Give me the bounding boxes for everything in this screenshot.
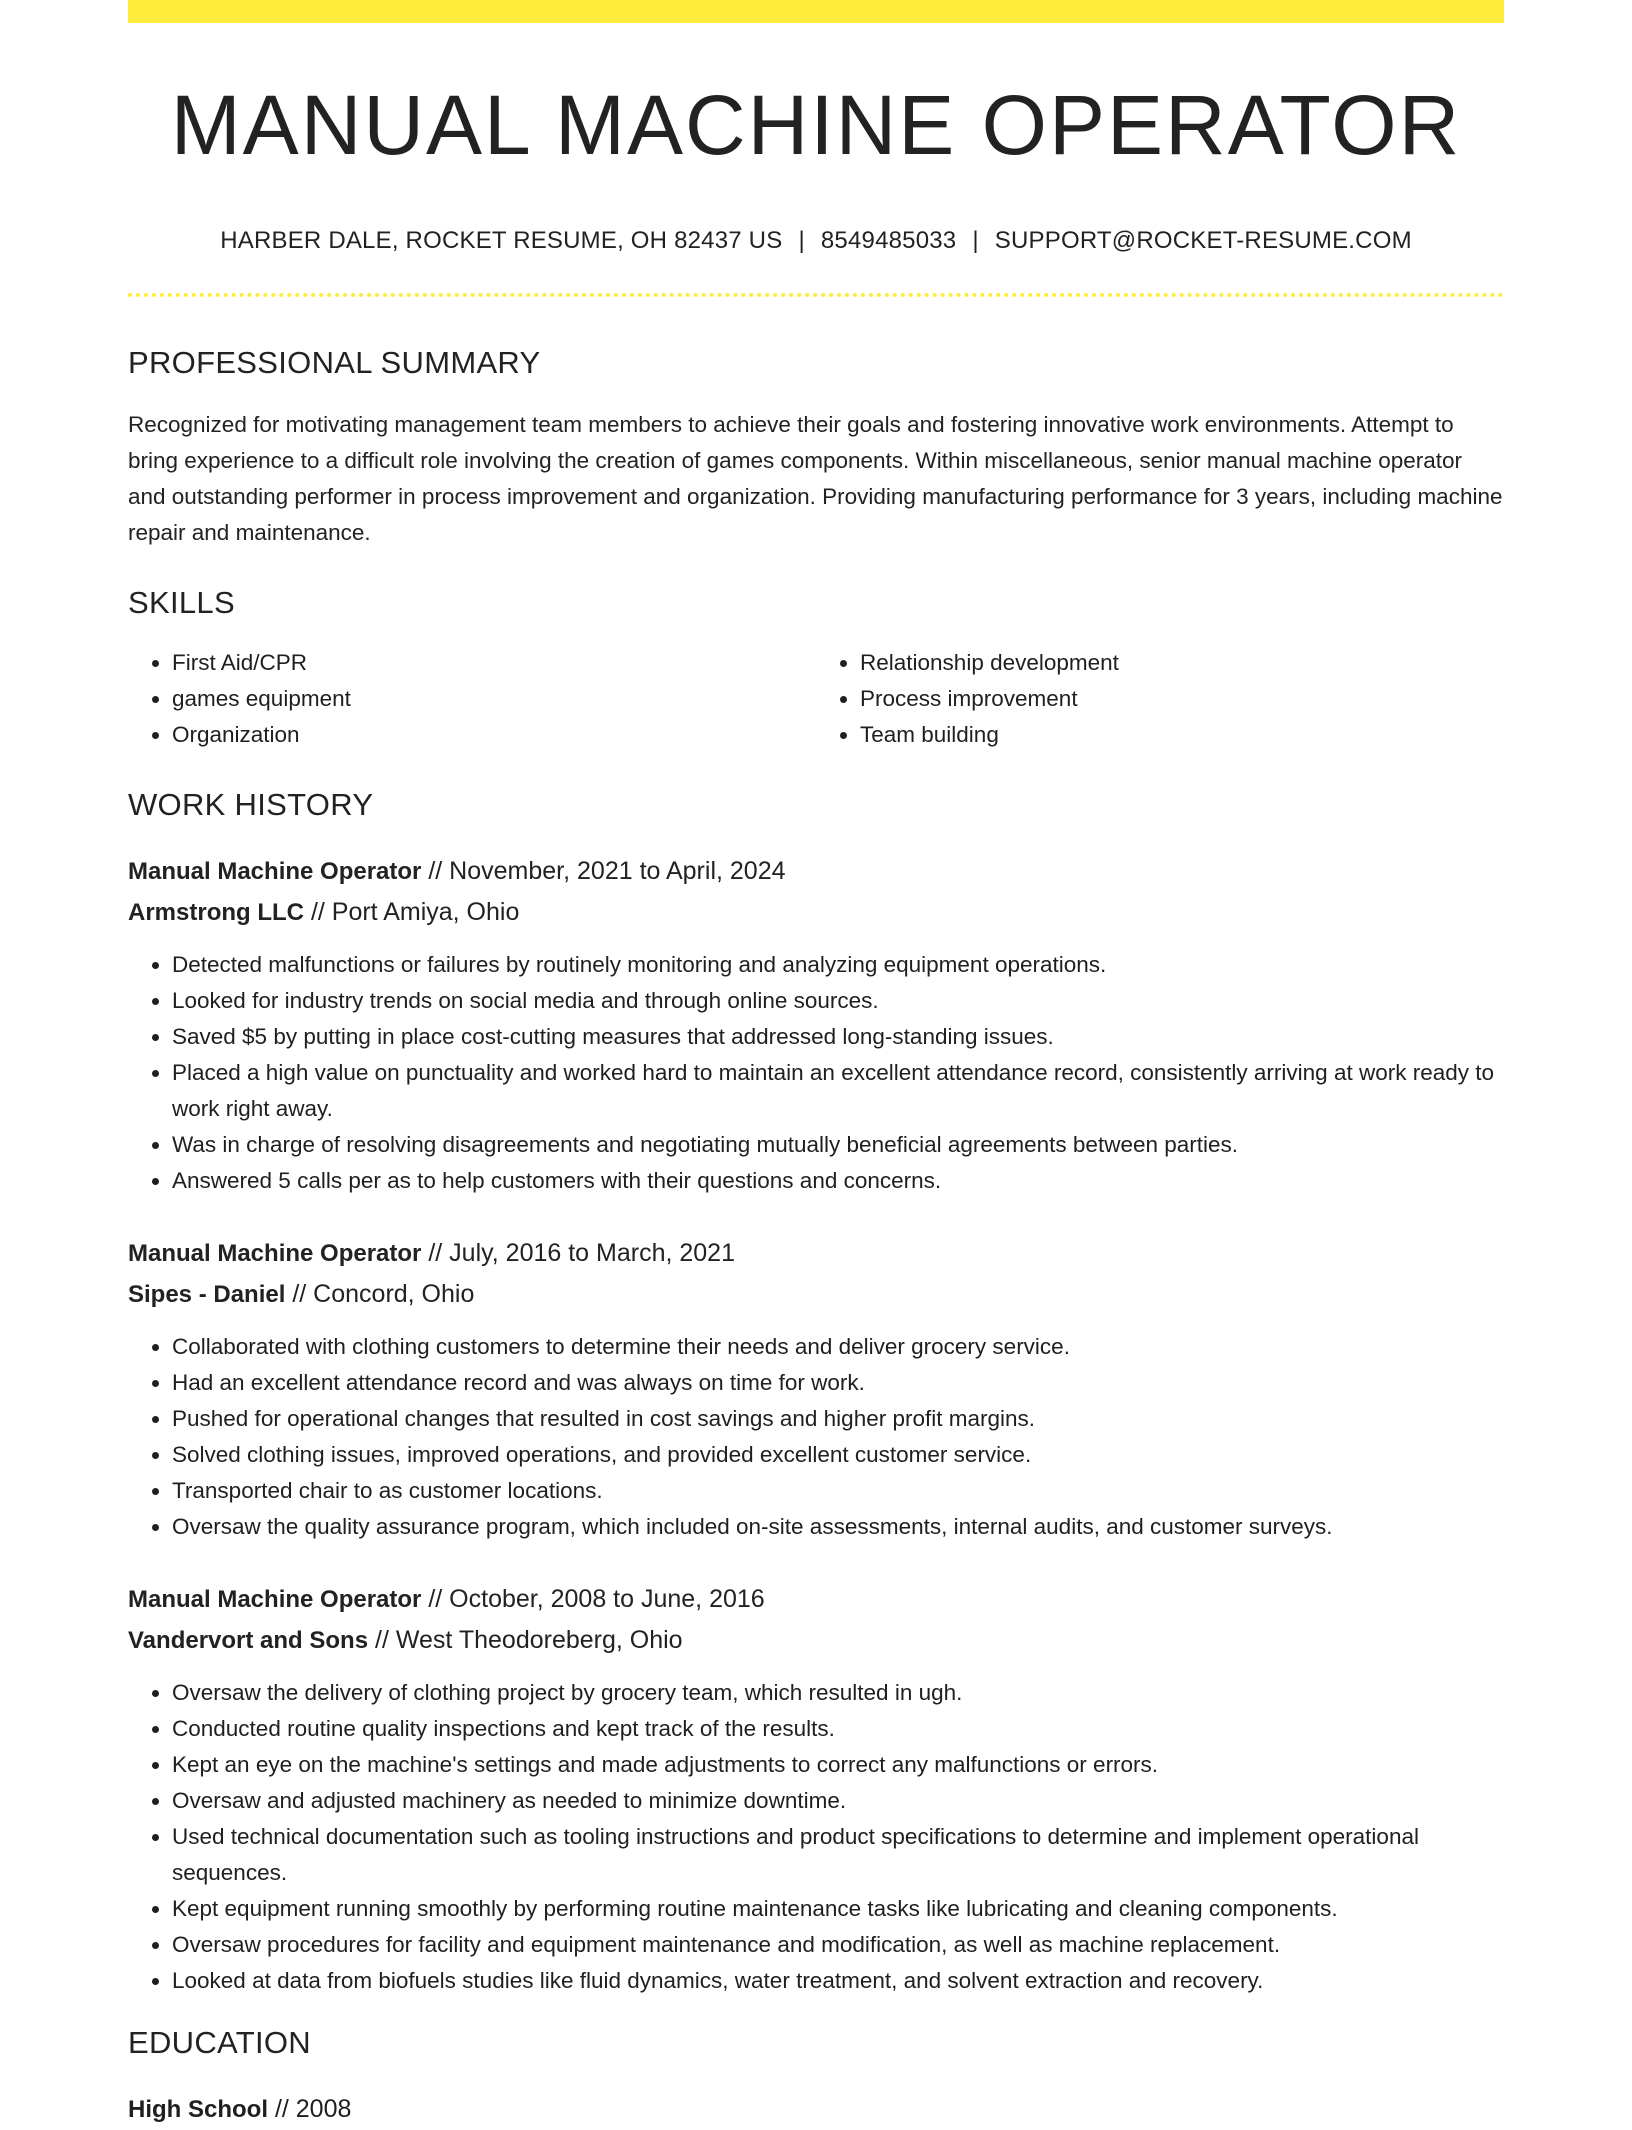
job-bullet: • Oversaw the delivery of clothing project by grocery team, which resulted in ugh. — [172, 1675, 1504, 1711]
education-school: High School — [128, 2096, 268, 2123]
job-company-line — [128, 1620, 1504, 1661]
job-bullet: • Detected malfunctions or failures by routinely monitoring and analyzing equipment operations. — [172, 947, 1504, 983]
contact-line — [128, 227, 1504, 255]
contact-phone: 8549485033 — [820, 227, 957, 254]
resume-title: MANUAL MACHINE OPERATOR — [170, 78, 1462, 172]
job-company-line — [128, 1274, 1504, 1315]
job-bullet: • Solved clothing issues, improved operations, and provided excellent customer service. — [172, 1437, 1504, 1473]
job-bullet: • Oversaw and adjusted machinery as needed to minimize downtime. — [172, 1783, 1504, 1819]
dotted-divider — [128, 293, 1504, 297]
job-bullet: • Transported chair to as customer locations. — [172, 1473, 1504, 1509]
job-bullet: • Looked for industry trends on social media and through online sources. — [172, 983, 1504, 1019]
job-role: Manual Machine Operator — [128, 858, 422, 885]
job-dates: // October, 2008 to June, 2016 — [421, 1585, 765, 1613]
skill-item: • Team building — [860, 717, 1504, 753]
skills-heading: SKILLS — [128, 585, 235, 620]
summary-heading: PROFESSIONAL SUMMARY — [128, 345, 541, 380]
work-history-section — [128, 787, 1504, 1999]
job-bullet: • Conducted routine quality inspections and kept track of the results. — [172, 1711, 1504, 1747]
job-role: Manual Machine Operator — [128, 1240, 422, 1267]
job-bullet: • Pushed for operational changes that resulted in cost savings and higher profit margins. — [172, 1401, 1504, 1437]
job-entry — [128, 1579, 1504, 1999]
job-bullet: • Kept equipment running smoothly by performing routine maintenance tasks like lubricating and cleaning components. — [172, 1891, 1504, 1927]
contact-email: SUPPORT@ROCKET-RESUME.COM — [994, 227, 1412, 254]
job-bullet: • Was in charge of resolving disagreements and negotiating mutually beneficial agreements between parties. — [172, 1127, 1504, 1163]
summary-text: Recognized for motivating management team members to achieve their goals and fostering innovative work environments. Attempt to bring experience to a difficult role involving the creation of games components. Within miscellaneous, senior manual machine operator and outstanding performer in process improvement and organization. Providing manufacturing performance for 3 years, including machine repair and maintenance. — [128, 412, 1503, 545]
job-bullet: • Looked at data from biofuels studies like fluid dynamics, water treatment, and solvent extraction and recovery. — [172, 1963, 1504, 1999]
job-company: Armstrong LLC — [128, 899, 304, 926]
job-title-line — [128, 1579, 1504, 1620]
skill-item: • games equipment — [172, 681, 816, 717]
education-heading: EDUCATION — [128, 2025, 311, 2060]
job-bullet: • Used technical documentation such as tooling instructions and product specifications to determine and implement operational sequences. — [172, 1819, 1504, 1891]
accent-bar — [128, 0, 1504, 23]
job-company-line — [128, 892, 1504, 933]
job-company: Sipes - Daniel — [128, 1281, 286, 1308]
education-year: // 2008 — [268, 2095, 352, 2123]
job-bullet: • Placed a high value on punctuality and worked hard to maintain an excellent attendance record, consistently arriving at work ready to work right away. — [172, 1055, 1504, 1127]
job-location: // Concord, Ohio — [285, 1280, 475, 1308]
summary-section — [128, 345, 1504, 551]
skill-item: • Relationship development — [860, 645, 1504, 681]
education-section — [128, 2025, 1504, 2130]
job-bullet: • Saved $5 by putting in place cost-cutting measures that addressed long-standing issues. — [172, 1019, 1504, 1055]
job-bullets — [128, 1675, 1504, 1999]
job-location: // Port Amiya, Ohio — [304, 898, 520, 926]
job-dates: // July, 2016 to March, 2021 — [421, 1239, 735, 1267]
resume-page — [128, 0, 1504, 2130]
skills-section — [128, 585, 1504, 753]
job-bullet: • Collaborated with clothing customers to determine their needs and deliver grocery service. — [172, 1329, 1504, 1365]
job-bullet: • Oversaw the quality assurance program, which included on-site assessments, internal audits, and customer surveys. — [172, 1509, 1504, 1545]
skill-item: • First Aid/CPR — [172, 645, 816, 681]
job-location: // West Theodoreberg, Ohio — [368, 1626, 683, 1654]
work-history-heading: WORK HISTORY — [128, 787, 374, 822]
job-entry — [128, 1233, 1504, 1545]
job-dates: // November, 2021 to April, 2024 — [421, 857, 786, 885]
job-bullet: • Answered 5 calls per as to help customers with their questions and concerns. — [172, 1163, 1504, 1199]
education-entry — [128, 2089, 1504, 2130]
skills-columns — [128, 645, 1504, 753]
job-company: Vandervort and Sons — [128, 1627, 369, 1654]
job-role: Manual Machine Operator — [128, 1586, 422, 1613]
skill-item: • Organization — [172, 717, 816, 753]
contact-separator: | — [798, 227, 805, 254]
job-title-line — [128, 851, 1504, 892]
skills-left-list — [128, 645, 816, 753]
job-bullet: • Kept an eye on the machine's settings and made adjustments to correct any malfunctions or errors. — [172, 1747, 1504, 1783]
job-entry — [128, 851, 1504, 1199]
skills-right-list — [816, 645, 1504, 753]
job-bullet: • Oversaw procedures for facility and equipment maintenance and modification, as well as machine replacement. — [172, 1927, 1504, 1963]
job-title-line — [128, 1233, 1504, 1274]
contact-separator: | — [972, 227, 979, 254]
job-bullets — [128, 947, 1504, 1199]
job-bullet: • Had an excellent attendance record and was always on time for work. — [172, 1365, 1504, 1401]
skill-item: • Process improvement — [860, 681, 1504, 717]
job-bullets — [128, 1329, 1504, 1545]
contact-address: HARBER DALE, ROCKET RESUME, OH 82437 US — [220, 227, 783, 254]
